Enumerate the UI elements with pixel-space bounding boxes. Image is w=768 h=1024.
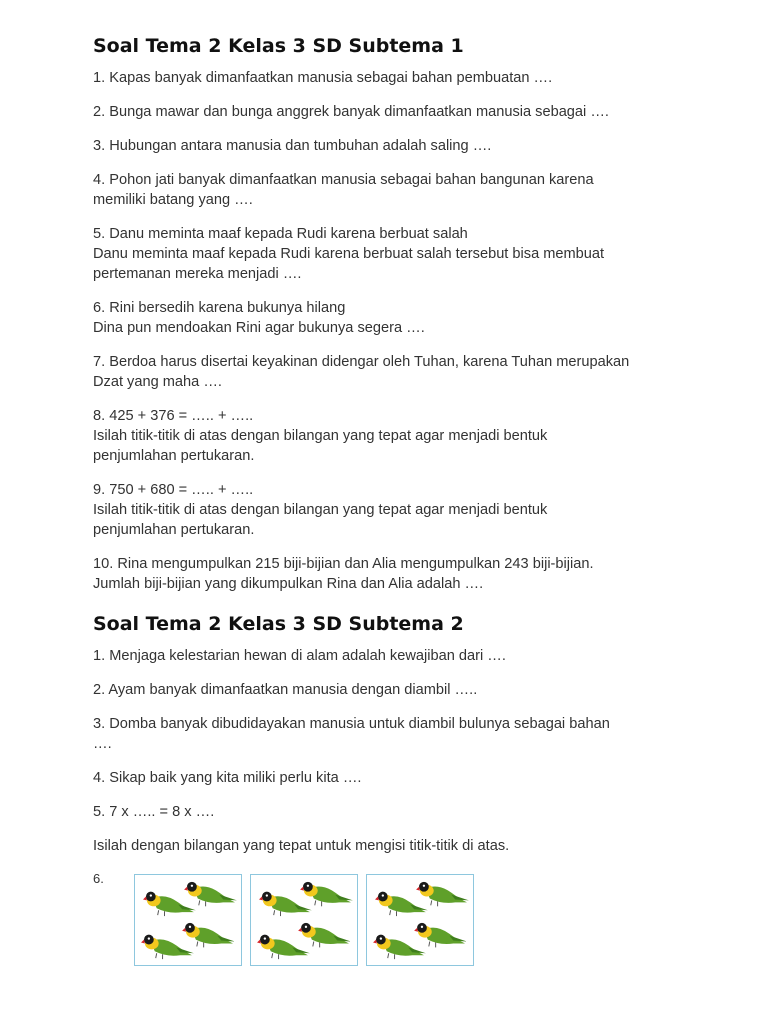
question-item — [93, 480, 693, 540]
question-line: penjumlahan pertukaran. — [93, 522, 255, 538]
question-line: 1. Kapas banyak dimanfaatkan manusia sebagai bahan pembuatan …. — [93, 70, 553, 86]
question-item — [93, 406, 693, 466]
question-line: 6. Rini bersedih karena bukunya hilang — [93, 300, 346, 316]
question-line: Dzat yang maha …. — [93, 374, 222, 390]
question-line: 5. 7 x ….. = 8 x …. — [93, 804, 215, 820]
question-line: 10. Rina mengumpulkan 215 biji-bijian dan Alia mengumpulkan 243 biji-bijian. — [93, 556, 594, 572]
question-item — [93, 554, 693, 594]
question-line: penjumlahan pertukaran. — [93, 448, 255, 464]
lovebird-icon — [143, 892, 196, 916]
question-item — [93, 802, 693, 822]
question-item — [93, 102, 693, 122]
question-line: Dina pun mendoakan Rini agar bukunya segera …. — [93, 320, 425, 336]
lovebird-icon — [414, 923, 467, 947]
question-line: 3. Domba banyak dibudidayakan manusia untuk diambil bulunya sebagai bahan — [93, 716, 610, 732]
lovebird-icon — [259, 892, 312, 916]
question-line: pertemanan mereka menjadi …. — [93, 266, 302, 282]
question-item — [93, 646, 693, 666]
question-item — [93, 680, 693, 700]
question-line: 2. Bunga mawar dan bunga anggrek banyak dimanfaatkan manusia sebagai …. — [93, 104, 609, 120]
question-line: Danu meminta maaf kepada Rudi karena berbuat salah tersebut bisa membuat — [93, 246, 605, 262]
question-line: 1. Menjaga kelestarian hewan di alam adalah kewajiban dari …. — [93, 648, 506, 664]
question-line: 2. Ayam banyak dimanfaatkan manusia dengan diambil ….. — [93, 682, 478, 698]
question-line: 7. Berdoa harus disertai keyakinan didengar oleh Tuhan, karena Tuhan merupakan — [93, 354, 630, 370]
question-item — [93, 352, 693, 392]
question-line: …. — [93, 736, 112, 752]
lovebird-icon — [300, 882, 353, 906]
question-line: 9. 750 + 680 = ….. + ….. — [93, 482, 254, 498]
bird-group-2 — [250, 874, 358, 966]
question-line: 5. Danu meminta maaf kepada Rudi karena berbuat salah — [93, 226, 468, 242]
question-6-birds — [93, 870, 693, 970]
lovebird-icon — [416, 882, 469, 906]
question-item — [93, 768, 693, 788]
question-line: memiliki batang yang …. — [93, 192, 253, 208]
lovebird-icon — [298, 923, 351, 947]
bird-group-3 — [366, 874, 474, 966]
question-item — [93, 224, 693, 284]
lovebird-icon — [184, 882, 237, 906]
lovebird-icon — [257, 935, 310, 959]
question-line: 4. Sikap baik yang kita miliki perlu kita …. — [93, 770, 362, 786]
question-6-number: 6. — [93, 871, 104, 886]
lovebird-icon — [141, 935, 194, 959]
section2-title: Soal Tema 2 Kelas 3 SD Subtema 2 — [93, 613, 464, 635]
lovebird-icon — [373, 935, 426, 959]
question-line: Isilah titik-titik di atas dengan bilangan yang tepat agar menjadi bentuk — [93, 428, 548, 444]
lovebird-icon — [375, 892, 428, 916]
section1-question-list — [93, 68, 693, 594]
lovebird-icon — [182, 923, 235, 947]
question-item — [93, 714, 693, 754]
bird-group-1 — [134, 874, 242, 966]
question-item — [93, 836, 693, 856]
question-line: Isilah dengan bilangan yang tepat untuk mengisi titik-titik di atas. — [93, 838, 510, 854]
question-line: Isilah titik-titik di atas dengan bilangan yang tepat agar menjadi bentuk — [93, 502, 548, 518]
question-line: 3. Hubungan antara manusia dan tumbuhan adalah saling …. — [93, 138, 492, 154]
question-item — [93, 298, 693, 338]
question-item — [93, 170, 693, 210]
document-page — [93, 30, 693, 970]
question-line: 4. Pohon jati banyak dimanfaatkan manusia sebagai bahan bangunan karena — [93, 172, 594, 188]
question-line: 8. 425 + 376 = ….. + ….. — [93, 408, 254, 424]
question-item — [93, 68, 693, 88]
section1-title: Soal Tema 2 Kelas 3 SD Subtema 1 — [93, 35, 464, 57]
section2-question-list — [93, 646, 693, 856]
question-item — [93, 136, 693, 156]
question-line: Jumlah biji-bijian yang dikumpulkan Rina dan Alia adalah …. — [93, 576, 484, 592]
